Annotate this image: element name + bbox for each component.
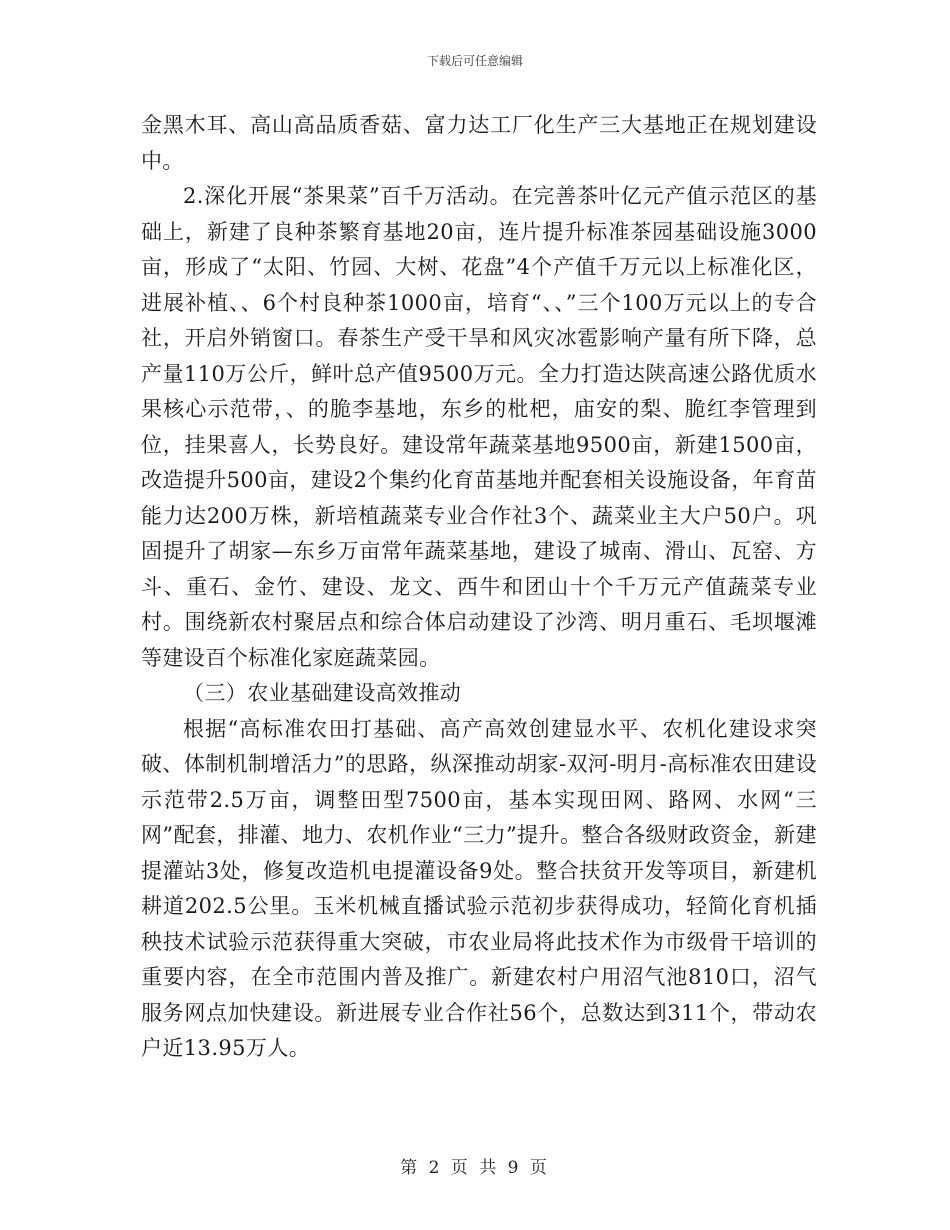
document-body <box>141 108 817 1067</box>
paragraph-tea-fruit-vegetable: 2.深化开展“茶果菜”百千万活动。在完善茶叶亿元产值示范区的基础上，新建了良种茶繁育基地20亩，连片提升标准茶园基础设施3000亩，形成了“太阳、竹园、大树、花盘”4个产值千万元以上标准化区，进展补植、、6个村良种茶1000亩，培育“、、”三个100万元以上的专合社，开启外销窗口。春茶生产受干旱和风灾冰雹影响产量有所下降，总产量110万公斤，鲜叶总产值9500万元。全力打造达陕高速公路优质水果核心示范带，、的脆李基地，东乡的枇杷，庙安的梨、脆红李管理到位，挂果喜人，长势良好。建设常年蔬菜基地9500亩，新建1500亩，改造提升500亩，建设2个集约化育苗基地并配套相关设施设备，年育苗能力达200万株，新培植蔬菜专业合作社3个、蔬菜业主大户50户。巩固提升了胡家—东乡万亩常年蔬菜基地，建设了城南、滑山、瓦窑、方斗、重石、金竹、建设、龙文、西牛和团山十个千万元产值蔬菜专业村。围绕新农村聚居点和综合体启动建设了沙湾、明月重石、毛坝堰滩等建设百个标准化家庭蔬菜园。 <box>141 184 817 670</box>
section-heading: （三）农业基础建设高效推动 <box>183 681 462 705</box>
page-footer: 第 2 页 共 9 页 <box>400 1158 550 1178</box>
paragraph-farmland-infrastructure: 根据“高标准农田打基础、高产高效创建显水平、农机化建设求突破、体制机制增活力”的思路，纵深推动胡家-双河-明月-高标准农田建设示范带2.5万亩，调整田型7500亩，基本实现田网、路网、水网“三网”配套，排灌、地力、农机作业“三力”提升。整合各级财政资金，新建提灌站3处，修复改造机电提灌设备9处。整合扶贫开发等项目，新建机耕道202.5公里。玉米机械直播试验示范初步获得成功，轻简化育机插秧技术试验示范获得重大突破，市农业局将此技术作为市级骨干培训的重要内容，在全市范围内普及推广。新建农村户用沼气池810口，沼气服务网点加快建设。新进展专业合作社56个，总数达到311个，带动农户近13.95万人。 <box>141 716 817 1060</box>
paragraph-continuation: 金黑木耳、高山高品质香菇、富力达工厂化生产三大基地正在规划建设中。 <box>141 113 817 173</box>
page-header: 下载后可任意编辑 <box>426 54 523 68</box>
